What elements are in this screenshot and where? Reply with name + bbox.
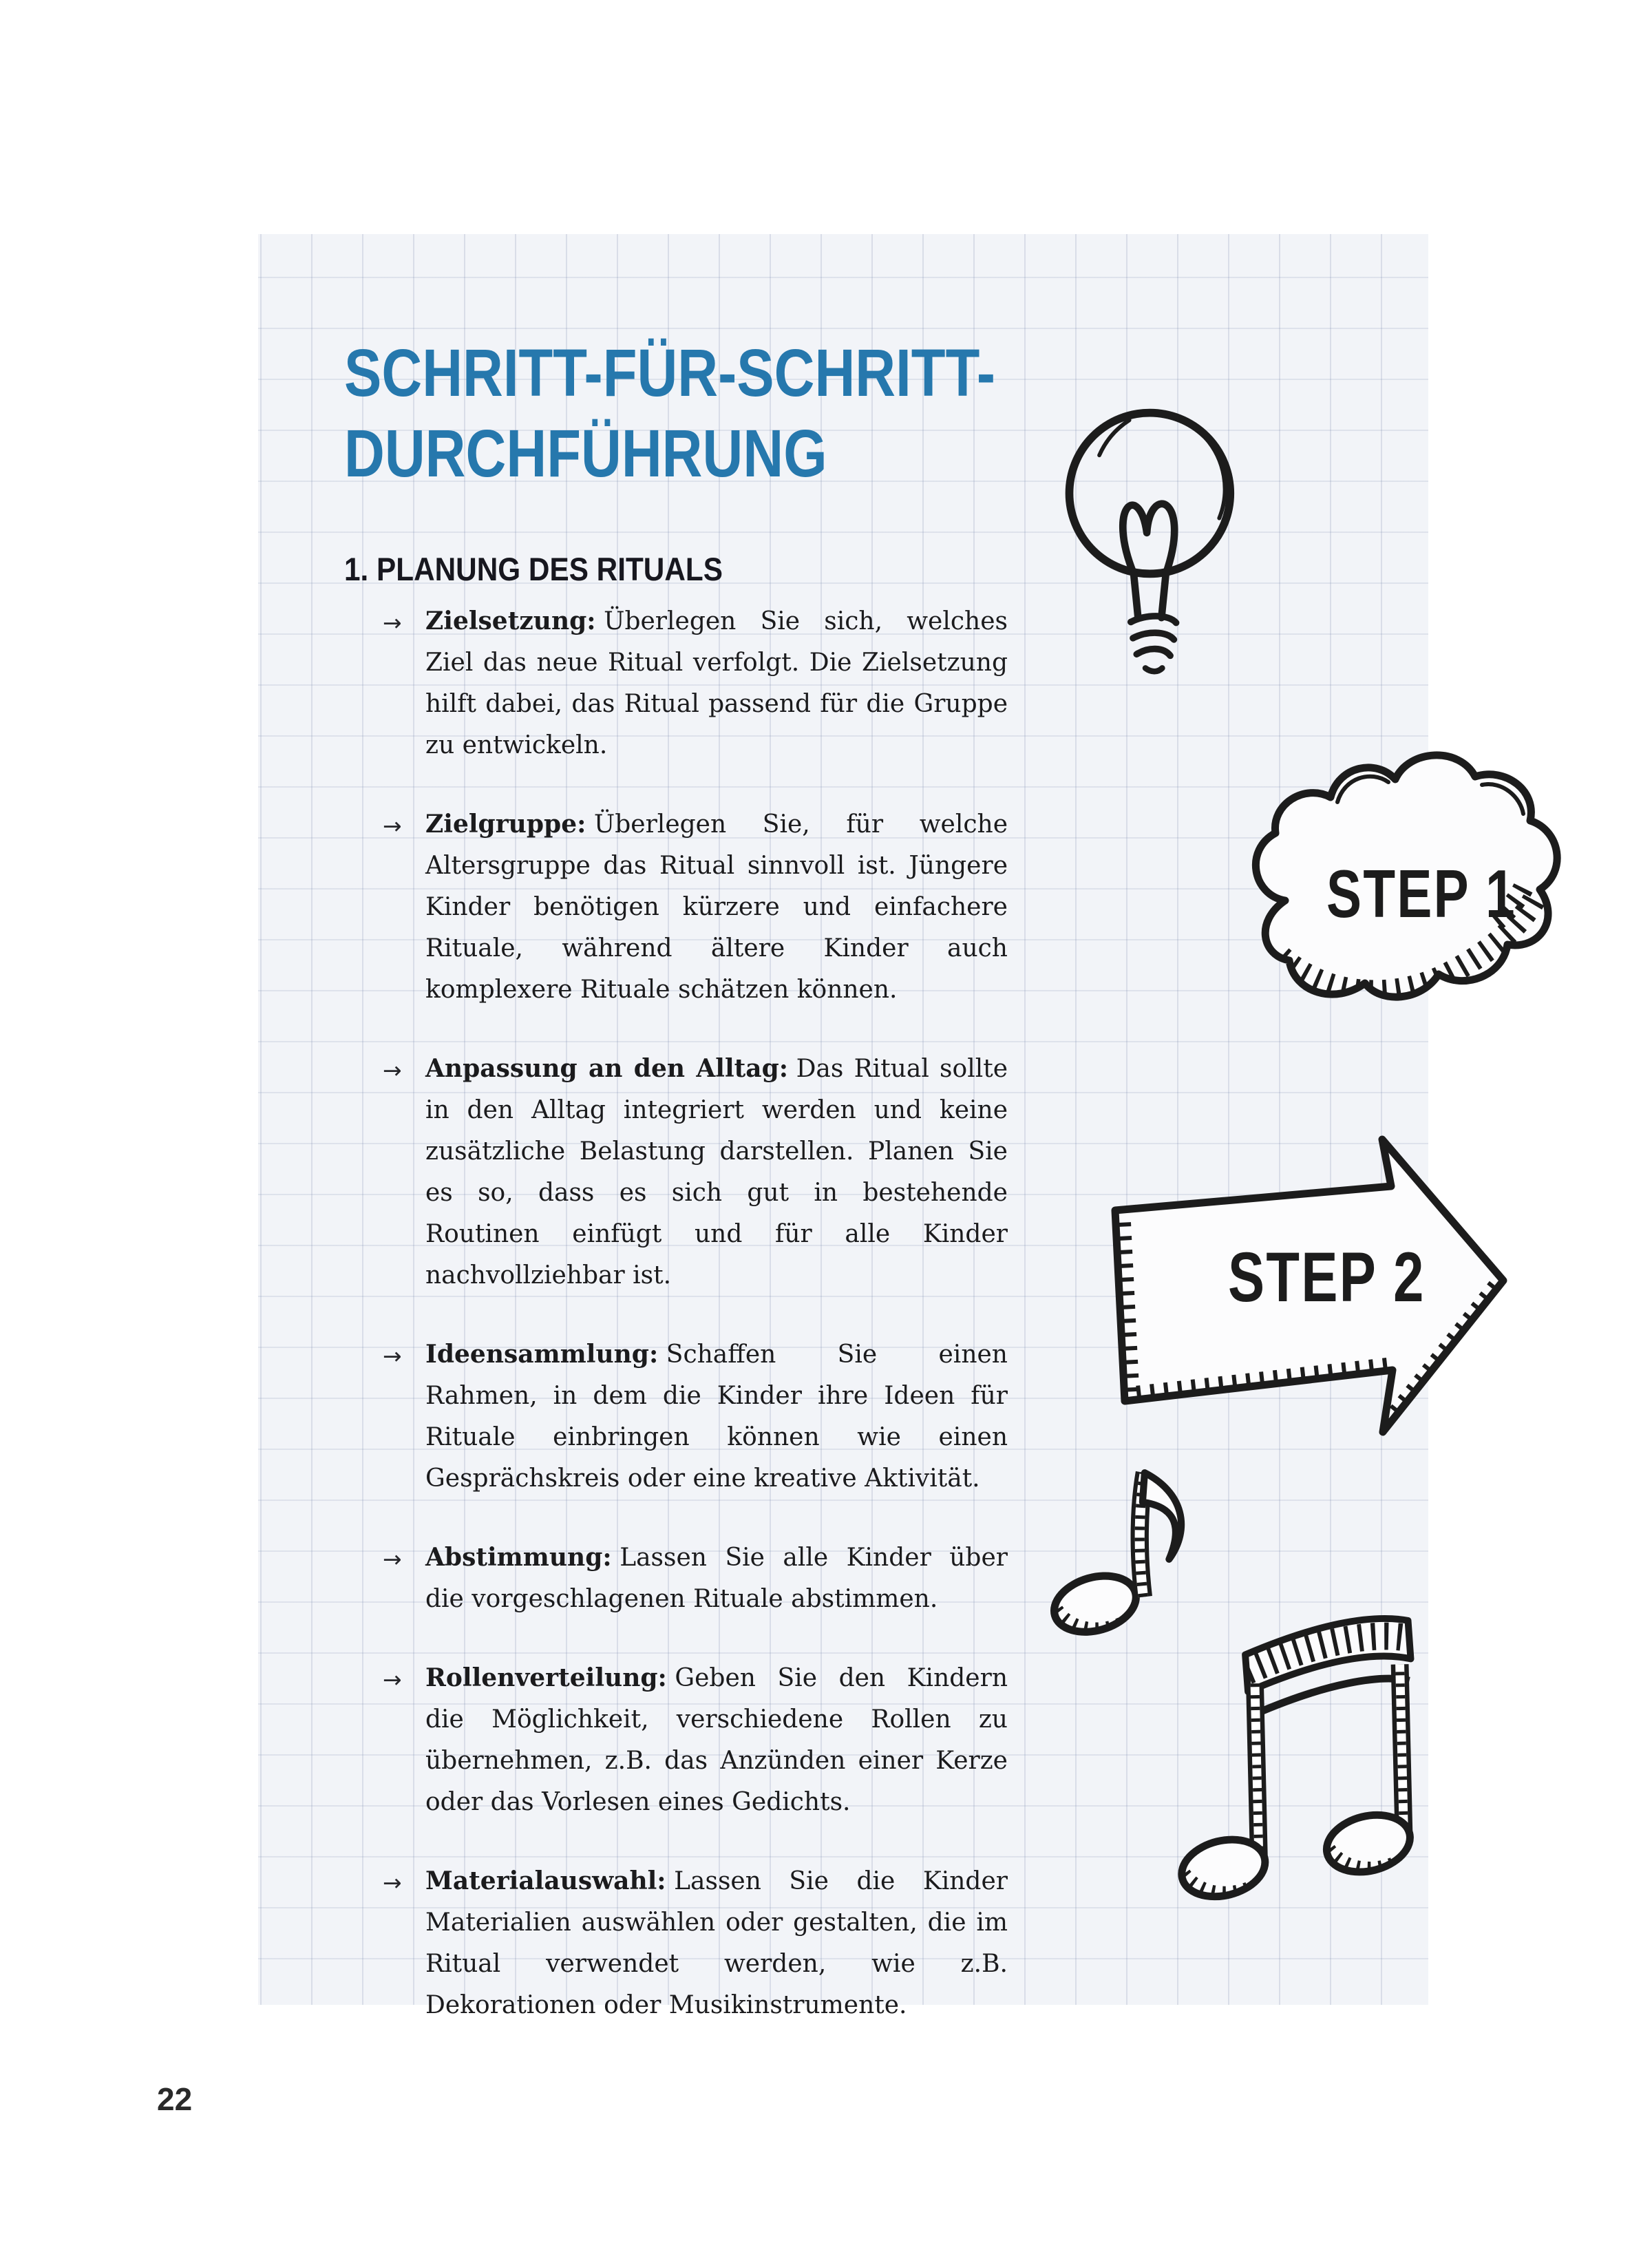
- bullet-label: Zielgruppe:: [425, 810, 586, 839]
- bullet-text: Überlegen Sie sich, welches Ziel das neue Ritual verfolgt. Die Zielsetzung hilft dabei, das Ritual passend für die Gruppe zu entwickeln.: [425, 607, 1008, 759]
- arrow-bullet-icon: →: [383, 1666, 402, 1693]
- bullet-list: [383, 600, 1008, 2063]
- bullet-text: Lassen Sie alle Kinder über die vorgeschlagenen Rituale abstimmen.: [425, 1544, 1008, 1613]
- arrow-bullet-icon: →: [383, 1343, 402, 1369]
- arrow-step2-icon: [1093, 1121, 1516, 1455]
- bullet-label: Rollenverteilung:: [425, 1663, 667, 1692]
- page-number: 22: [157, 2081, 193, 2117]
- list-item: [383, 1860, 1008, 2026]
- arrow-bullet-icon: →: [383, 609, 402, 636]
- section-heading: 1. PLANUNG DES RITUALS: [344, 551, 723, 587]
- bullet-label: Zielsetzung:: [425, 607, 596, 635]
- cloud-step1-icon: [1222, 737, 1566, 1033]
- arrow-bullet-icon: →: [383, 812, 402, 839]
- list-item: [383, 1657, 1008, 1823]
- list-item: [383, 600, 1008, 766]
- arrow-bullet-icon: →: [383, 1546, 402, 1572]
- list-item: [383, 803, 1008, 1011]
- list-item: [383, 1334, 1008, 1499]
- arrow-bullet-icon: →: [383, 1869, 402, 1896]
- bullet-text: Schaffen Sie einen Rahmen, in dem die Kinder ihre Ideen für Rituale einbringen können wie einen Gesprächskreis oder eine kreative Aktivität.: [425, 1340, 1008, 1493]
- list-item: [383, 1048, 1008, 1296]
- beamed-notes-icon: [1155, 1603, 1459, 1907]
- bullet-text: Das Ritual sollte in den Alltag integriert werden und keine zusätzliche Belastung darstellen. Planen Sie es so, dass es sich gut in bestehende Routinen einfügt und für alle Kinder nachvollziehbar ist.: [425, 1055, 1008, 1290]
- page-title-line2: DURCHFÜHRUNG: [344, 415, 827, 491]
- lightbulb-icon: [1063, 382, 1239, 675]
- arrow-bullet-icon: →: [383, 1057, 402, 1084]
- bullet-text: Überlegen Sie, für welche Altersgruppe das Ritual sinnvoll ist. Jüngere Kinder benötigen kürzere und einfachere Rituale, während ältere Kinder auch komplexere Rituale schätzen können.: [425, 810, 1008, 1004]
- list-item: [383, 1537, 1008, 1620]
- step2-label: STEP 2: [1228, 1238, 1426, 1317]
- bullet-label: Abstimmung:: [425, 1543, 612, 1572]
- bullet-label: Materialauswahl:: [425, 1866, 666, 1895]
- bullet-label: Ideensammlung:: [425, 1340, 659, 1369]
- page-title-line1: SCHRITT-FÜR-SCHRITT-: [344, 335, 995, 410]
- bullet-label: Anpassung an den Alltag:: [425, 1054, 789, 1083]
- step1-label: STEP 1: [1326, 855, 1517, 932]
- bullet-text: Geben Sie den Kindern die Möglichkeit, verschiedene Rollen zu übernehmen, z.B. das Anzünden einer Kerze oder das Vorlesen eines Gedichts.: [425, 1664, 1008, 1816]
- page-title: [344, 333, 1119, 494]
- bullet-text: Lassen Sie die Kinder Materialien auswählen oder gestalten, die im Ritual verwendet werden, wie z.B. Dekorationen oder Musikinstrumente.: [425, 1867, 1008, 2019]
